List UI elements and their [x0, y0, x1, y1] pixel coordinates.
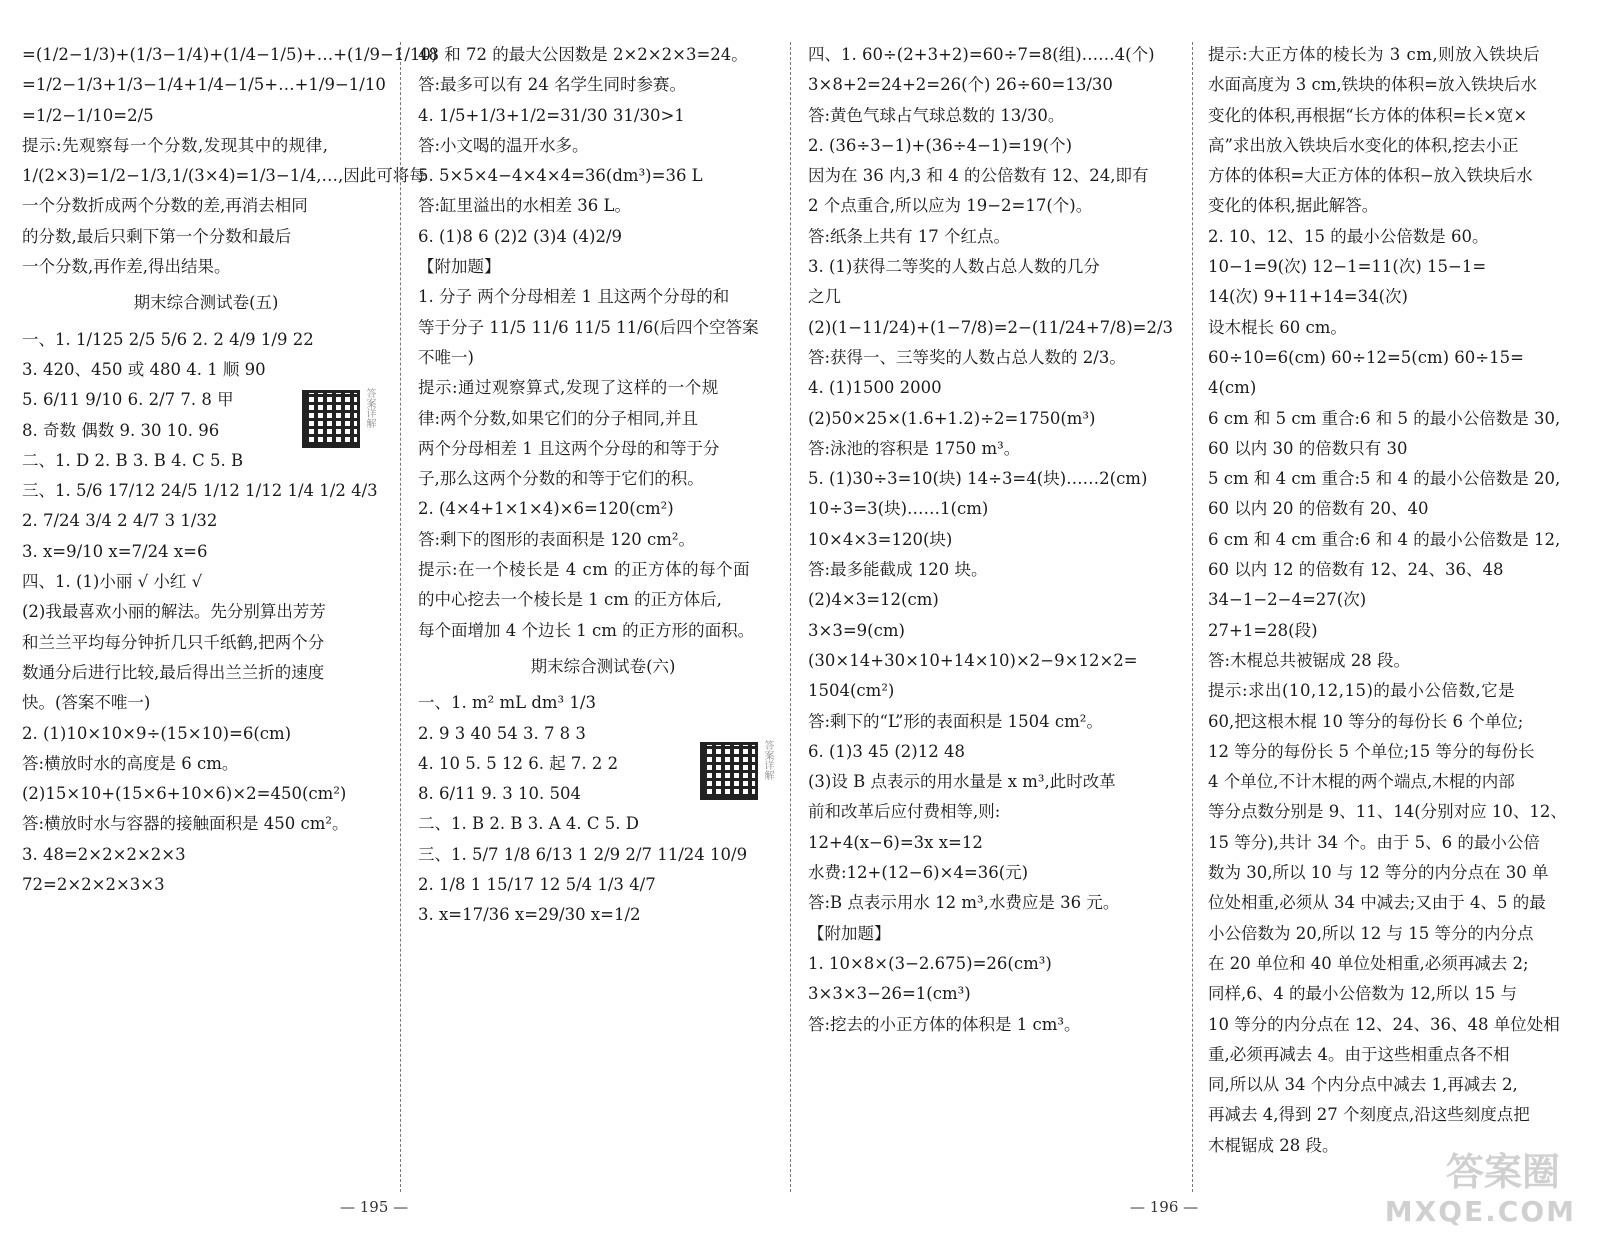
answer-line: 1. 10×8×(3−2.675)=26(cm³) [808, 953, 1052, 973]
qr-label-6: 答案详解 [762, 740, 773, 780]
answer-line: 三、1. 5/7 1/8 6/13 1 2/9 2/7 11/24 10/9 [418, 844, 748, 864]
answer-line: 3×3=9(cm) [808, 620, 905, 640]
answer-line: 8. 奇数 偶数 9. 30 10. 96 [22, 420, 220, 440]
answer-line: 提示:大正方体的棱长为 3 cm,则放入铁块后 [1208, 45, 1541, 64]
answer-line: 5. 5×5×4−4×4×4=36(dm³)=36 L [418, 166, 703, 186]
answer-column-1 [22, 40, 438, 1190]
answer-line: 14(次) 9+11+14=34(次) [1208, 287, 1408, 307]
answer-line: 3. x=17/36 x=29/30 x=1/2 [418, 905, 641, 925]
answer-line: 答:获得一、三等奖的人数占总人数的 2/3。 [808, 347, 1126, 367]
answer-line: (2)15×10+(15×6+10×6)×2=450(cm²) [22, 784, 347, 804]
answer-column-4 [1208, 40, 1594, 1190]
answer-line: 3×3×3−26=1(cm³) [808, 984, 971, 1004]
answer-line: 2 个点重合,所以应为 19−2=17(个)。 [808, 196, 1093, 216]
answer-column-3 [808, 40, 1186, 1190]
answer-line: 4. 1/5+1/3+1/2=31/30 31/30>1 [418, 105, 685, 125]
answer-line: 变化的体积,再根据“长方体的体积=长×宽× [1208, 105, 1528, 125]
answer-line: 6 cm 和 4 cm 重合:6 和 4 的最小公倍数是 12, [1208, 529, 1561, 549]
answer-line: 三、1. 5/6 17/12 24/5 1/12 1/12 1/4 1/2 4/3 [22, 481, 378, 501]
answer-line: 因为在 36 内,3 和 4 的公倍数有 12、24,即有 [808, 166, 1149, 186]
answer-line: 方体的体积=大正方体的体积−放入铁块后水 [1208, 166, 1533, 186]
answer-line: 答:横放时水与容器的接触面积是 450 cm²。 [22, 814, 349, 834]
answer-line: 10×4×3=120(块) [808, 529, 953, 549]
answer-line: =1/2−1/10=2/5 [22, 105, 154, 125]
answer-line: 同样,6、4 的最小公倍数为 12,所以 15 与 [1208, 984, 1517, 1004]
qr-code-5[interactable] [302, 390, 360, 448]
answer-line: 10÷3=3(块)……1(cm) [808, 499, 989, 519]
page-number-left: — 195 — [340, 1198, 409, 1216]
answer-line: 5 cm 和 4 cm 重合:5 和 4 的最小公倍数是 20, [1208, 469, 1561, 489]
answer-line: 子,那么这两个分数的和等于它们的积。 [418, 469, 704, 489]
answer-line: =(1/2−1/3)+(1/3−1/4)+(1/4−1/5)+…+(1/9−1/10) [22, 45, 438, 64]
answer-line: 在 20 单位和 40 单位处相重,必须再减去 2; [1208, 953, 1529, 973]
answer-line: 答:小文喝的温开水多。 [418, 135, 589, 155]
answer-line: 二、1. B 2. B 3. A 4. C 5. D [418, 814, 639, 834]
answer-line: 二、1. D 2. B 3. B 4. C 5. B [22, 450, 244, 470]
answer-line: 一个分数,再作差,得出结果。 [22, 257, 231, 277]
answer-line: 答:最多能截成 120 块。 [808, 560, 988, 580]
answer-line: 再减去 4,得到 27 个刻度点,沿这些刻度点把 [1208, 1105, 1530, 1125]
answer-line: 10−1=9(次) 12−1=11(次) 15−1= [1208, 257, 1487, 277]
answer-line: 答:挖去的小正方体的体积是 1 cm³。 [808, 1014, 1081, 1034]
answer-line: 5. 6/11 9/10 6. 2/7 7. 8 甲 [22, 390, 234, 410]
answer-line: 60 以内 20 的倍数有 20、40 [1208, 499, 1429, 519]
answer-line: 四、1. (1)小丽 √ 小红 √ [22, 572, 203, 592]
qr-code-6[interactable] [700, 742, 758, 800]
answer-line: 位处相重,必须从 34 中减去;又由于 4、5 的最 [1208, 893, 1546, 913]
answer-line: 两个分母相差 1 且这两个分母的和等于分 [418, 438, 720, 458]
answer-line: 小公倍数为 20,所以 12 与 15 等分的内分点 [1208, 923, 1534, 943]
answer-line: 和兰兰平均每分钟折几只千纸鹤,把两个分 [22, 632, 325, 652]
answer-line: (30×14+30×10+14×10)×2−9×12×2= [808, 650, 1138, 670]
column-divider-2 [790, 42, 791, 1192]
page-number-right: — 196 — [1130, 1198, 1199, 1216]
answer-line: 8. 6/11 9. 3 10. 504 [418, 784, 581, 804]
answer-line: 的中心挖去一个棱长是 1 cm 的正方体后, [418, 590, 722, 610]
answer-line: 5. (1)30÷3=10(块) 14÷3=4(块)……2(cm) [808, 469, 1148, 489]
answer-line: 60 以内 12 的倍数有 12、24、36、48 [1208, 560, 1504, 580]
answer-line: 3. 420、450 或 480 4. 1 顺 90 [22, 359, 266, 379]
column-divider-1 [400, 42, 401, 1192]
answer-line: 前和改革后应付费相等,则: [808, 802, 1001, 822]
answer-line: 60,把这根木棍 10 等分的每份长 6 个单位; [1208, 711, 1524, 731]
answer-line: 4. (1)1500 2000 [808, 378, 942, 398]
answer-line: (2)我最喜欢小丽的解法。先分别算出芳芳 [22, 602, 326, 622]
answer-line: 4(cm) [1208, 378, 1257, 398]
answer-line: 期末综合测试卷(六) [530, 656, 676, 676]
column-divider-3 [1192, 42, 1193, 1192]
answer-line: 重,必须再减去 4。由于这些相重点各不相 [1208, 1044, 1510, 1064]
answer-line: 的分数,最后只剩下第一个分数和最后 [22, 226, 292, 246]
answer-line: 3. x=9/10 x=7/24 x=6 [22, 541, 208, 561]
answer-line: (2)4×3=12(cm) [808, 590, 939, 610]
answer-line: 答:纸条上共有 17 个红点。 [808, 226, 1011, 246]
answer-line: 【附加题】 [808, 923, 891, 943]
answer-line: 【附加题】 [418, 257, 501, 277]
answer-line: 2. 9 3 40 54 3. 7 8 3 [418, 723, 586, 743]
answer-line: 1. 分子 两个分母相差 1 且这两个分母的和 [418, 287, 730, 307]
answer-line: 3. 48=2×2×2×2×3 [22, 844, 186, 864]
answer-line: 不唯一) [418, 347, 474, 367]
answer-line: 提示:先观察每一个分数,发现其中的规律, [22, 135, 329, 155]
answer-line: 一个分数折成两个分数的差,再消去相同 [22, 196, 308, 216]
answer-line: 2. 7/24 3/4 2 4/7 3 1/32 [22, 511, 218, 531]
answer-line: (2)50×25×(1.6+1.2)÷2=1750(m³) [808, 408, 1096, 428]
answer-line: 12+4(x−6)=3x x=12 [808, 832, 983, 852]
answer-line: 15 等分),共计 34 个。由于 5、6 的最小公倍 [1208, 832, 1540, 852]
answer-line: 1/(2×3)=1/2−1/3,1/(3×4)=1/3−1/4,…,因此可将每 [22, 166, 426, 186]
answer-line: 答:剩下的“L”形的表面积是 1504 cm²。 [808, 711, 1103, 731]
answer-line: 2. 1/8 1 15/17 12 5/4 1/3 4/7 [418, 875, 656, 895]
answer-line: 数通分后进行比较,最后得出兰兰折的速度 [22, 662, 325, 682]
answer-line: 2. (36÷3−1)+(36÷4−1)=19(个) [808, 135, 1073, 155]
answer-line: 10 等分的内分点在 12、24、36、48 单位处相 [1208, 1014, 1560, 1034]
watermark-url: MXQE.COM [1384, 1195, 1576, 1228]
answer-line: 答:剩下的图形的表面积是 120 cm²。 [418, 529, 696, 549]
answer-line: 4 个单位,不计木棍的两个端点,木棍的内部 [1208, 772, 1515, 792]
answer-line: 答:黄色气球占气球总数的 13/30。 [808, 105, 1065, 125]
answer-line: 一、1. 1/125 2/5 5/6 2. 2 4/9 1/9 22 [22, 329, 314, 349]
answer-line: 同,所以从 34 个内分点中减去 1,再减去 2, [1208, 1075, 1518, 1095]
answer-line: 1504(cm²) [808, 681, 895, 701]
answer-line: 27+1=28(段) [1208, 620, 1318, 640]
answer-line: 一、1. m² mL dm³ 1/3 [418, 693, 596, 713]
answer-line: 木棍锯成 28 段。 [1208, 1135, 1339, 1155]
answer-line: 答:木棍总共被锯成 28 段。 [1208, 650, 1411, 670]
answer-line: 提示:求出(10,12,15)的最小公倍数,它是 [1208, 681, 1516, 701]
answer-line: 每个面增加 4 个边长 1 cm 的正方形的面积。 [418, 620, 755, 640]
answer-line: 水费:12+(12−6)×4=36(元) [808, 863, 1029, 883]
answer-line: 2. (4×4+1×1×4)×6=120(cm²) [418, 499, 674, 519]
answer-line: 2. (1)10×10×9÷(15×10)=6(cm) [22, 723, 292, 743]
answer-line: 6. (1)8 6 (2)2 (3)4 (4)2/9 [418, 226, 623, 246]
answer-line: 变化的体积,据此解答。 [1208, 196, 1379, 216]
answer-line: (3)设 B 点表示的用水量是 x m³,此时改革 [808, 772, 1116, 792]
answer-line: 期末综合测试卷(五) [133, 293, 279, 313]
answer-line: 四、1. 60÷(2+3+2)=60÷7=8(组)……4(个) [808, 45, 1155, 64]
answer-line: 6 cm 和 5 cm 重合:6 和 5 的最小公倍数是 30, [1208, 408, 1561, 428]
answer-line: 答:最多可以有 24 名学生同时参赛。 [418, 75, 687, 95]
answer-line: 律:两个分数,如果它们的分子相同,并且 [418, 408, 699, 428]
answer-line: 12 等分的每份长 5 个单位;15 等分的每份长 [1208, 741, 1535, 761]
answer-line: 答:泳池的容积是 1750 m³。 [808, 438, 1021, 458]
answer-line: 提示:通过观察算式,发现了这样的一个规 [418, 378, 719, 398]
qr-label-5: 答案详解 [364, 388, 375, 428]
answer-line: (2)(1−11/24)+(1−7/8)=2−(11/24+7/8)=2/3 [808, 317, 1174, 337]
answer-line: 48 和 72 的最大公因数是 2×2×2×3=24。 [418, 45, 748, 64]
answer-line: 等于分子 11/5 11/6 11/5 11/6(后四个空答案 [418, 317, 759, 337]
answer-line: =1/2−1/3+1/3−1/4+1/4−1/5+…+1/9−1/10 [22, 75, 386, 95]
watermark-logo: 答案圈 [1445, 1150, 1560, 1194]
answer-line: 6. (1)3 45 (2)12 48 [808, 741, 965, 761]
answer-line: 60÷10=6(cm) 60÷12=5(cm) 60÷15= [1208, 347, 1524, 367]
answer-line: 4. 10 5. 5 12 6. 起 7. 2 2 [418, 753, 619, 773]
answer-line: 60 以内 30 的倍数只有 30 [1208, 438, 1408, 458]
answer-line: 2. 10、12、15 的最小公倍数是 60。 [1208, 226, 1489, 246]
answer-line: 设木棍长 60 cm。 [1208, 317, 1347, 337]
answer-line: 提示:在一个棱长是 4 cm 的正方体的每个面 [418, 560, 751, 580]
answer-line: 答:缸里溢出的水相差 36 L。 [418, 196, 632, 216]
answer-line: 之几 [808, 287, 841, 307]
answer-line: 答:B 点表示用水 12 m³,水费应是 36 元。 [808, 893, 1120, 913]
answer-line: 3×8+2=24+2=26(个) 26÷60=13/30 [808, 75, 1113, 95]
answer-line: 34−1−2−4=27(次) [1208, 590, 1367, 610]
answer-line: 水面高度为 3 cm,铁块的体积=放入铁块后水 [1208, 75, 1537, 95]
answer-line: 3. (1)获得二等奖的人数占总人数的几分 [808, 257, 1100, 277]
answer-line: 等分点数分别是 9、11、14(分别对应 10、12、 [1208, 802, 1567, 822]
answer-line: 数为 30,所以 10 与 12 等分的内分点在 30 单 [1208, 863, 1549, 883]
answer-line: 答:横放时水的高度是 6 cm。 [22, 753, 239, 773]
answer-column-2 [418, 40, 788, 1190]
answer-line: 72=2×2×2×3×3 [22, 875, 165, 895]
answer-line: 高”求出放入铁块后水变化的体积,挖去小正 [1208, 135, 1519, 155]
answer-line: 快。(答案不唯一) [22, 693, 151, 713]
